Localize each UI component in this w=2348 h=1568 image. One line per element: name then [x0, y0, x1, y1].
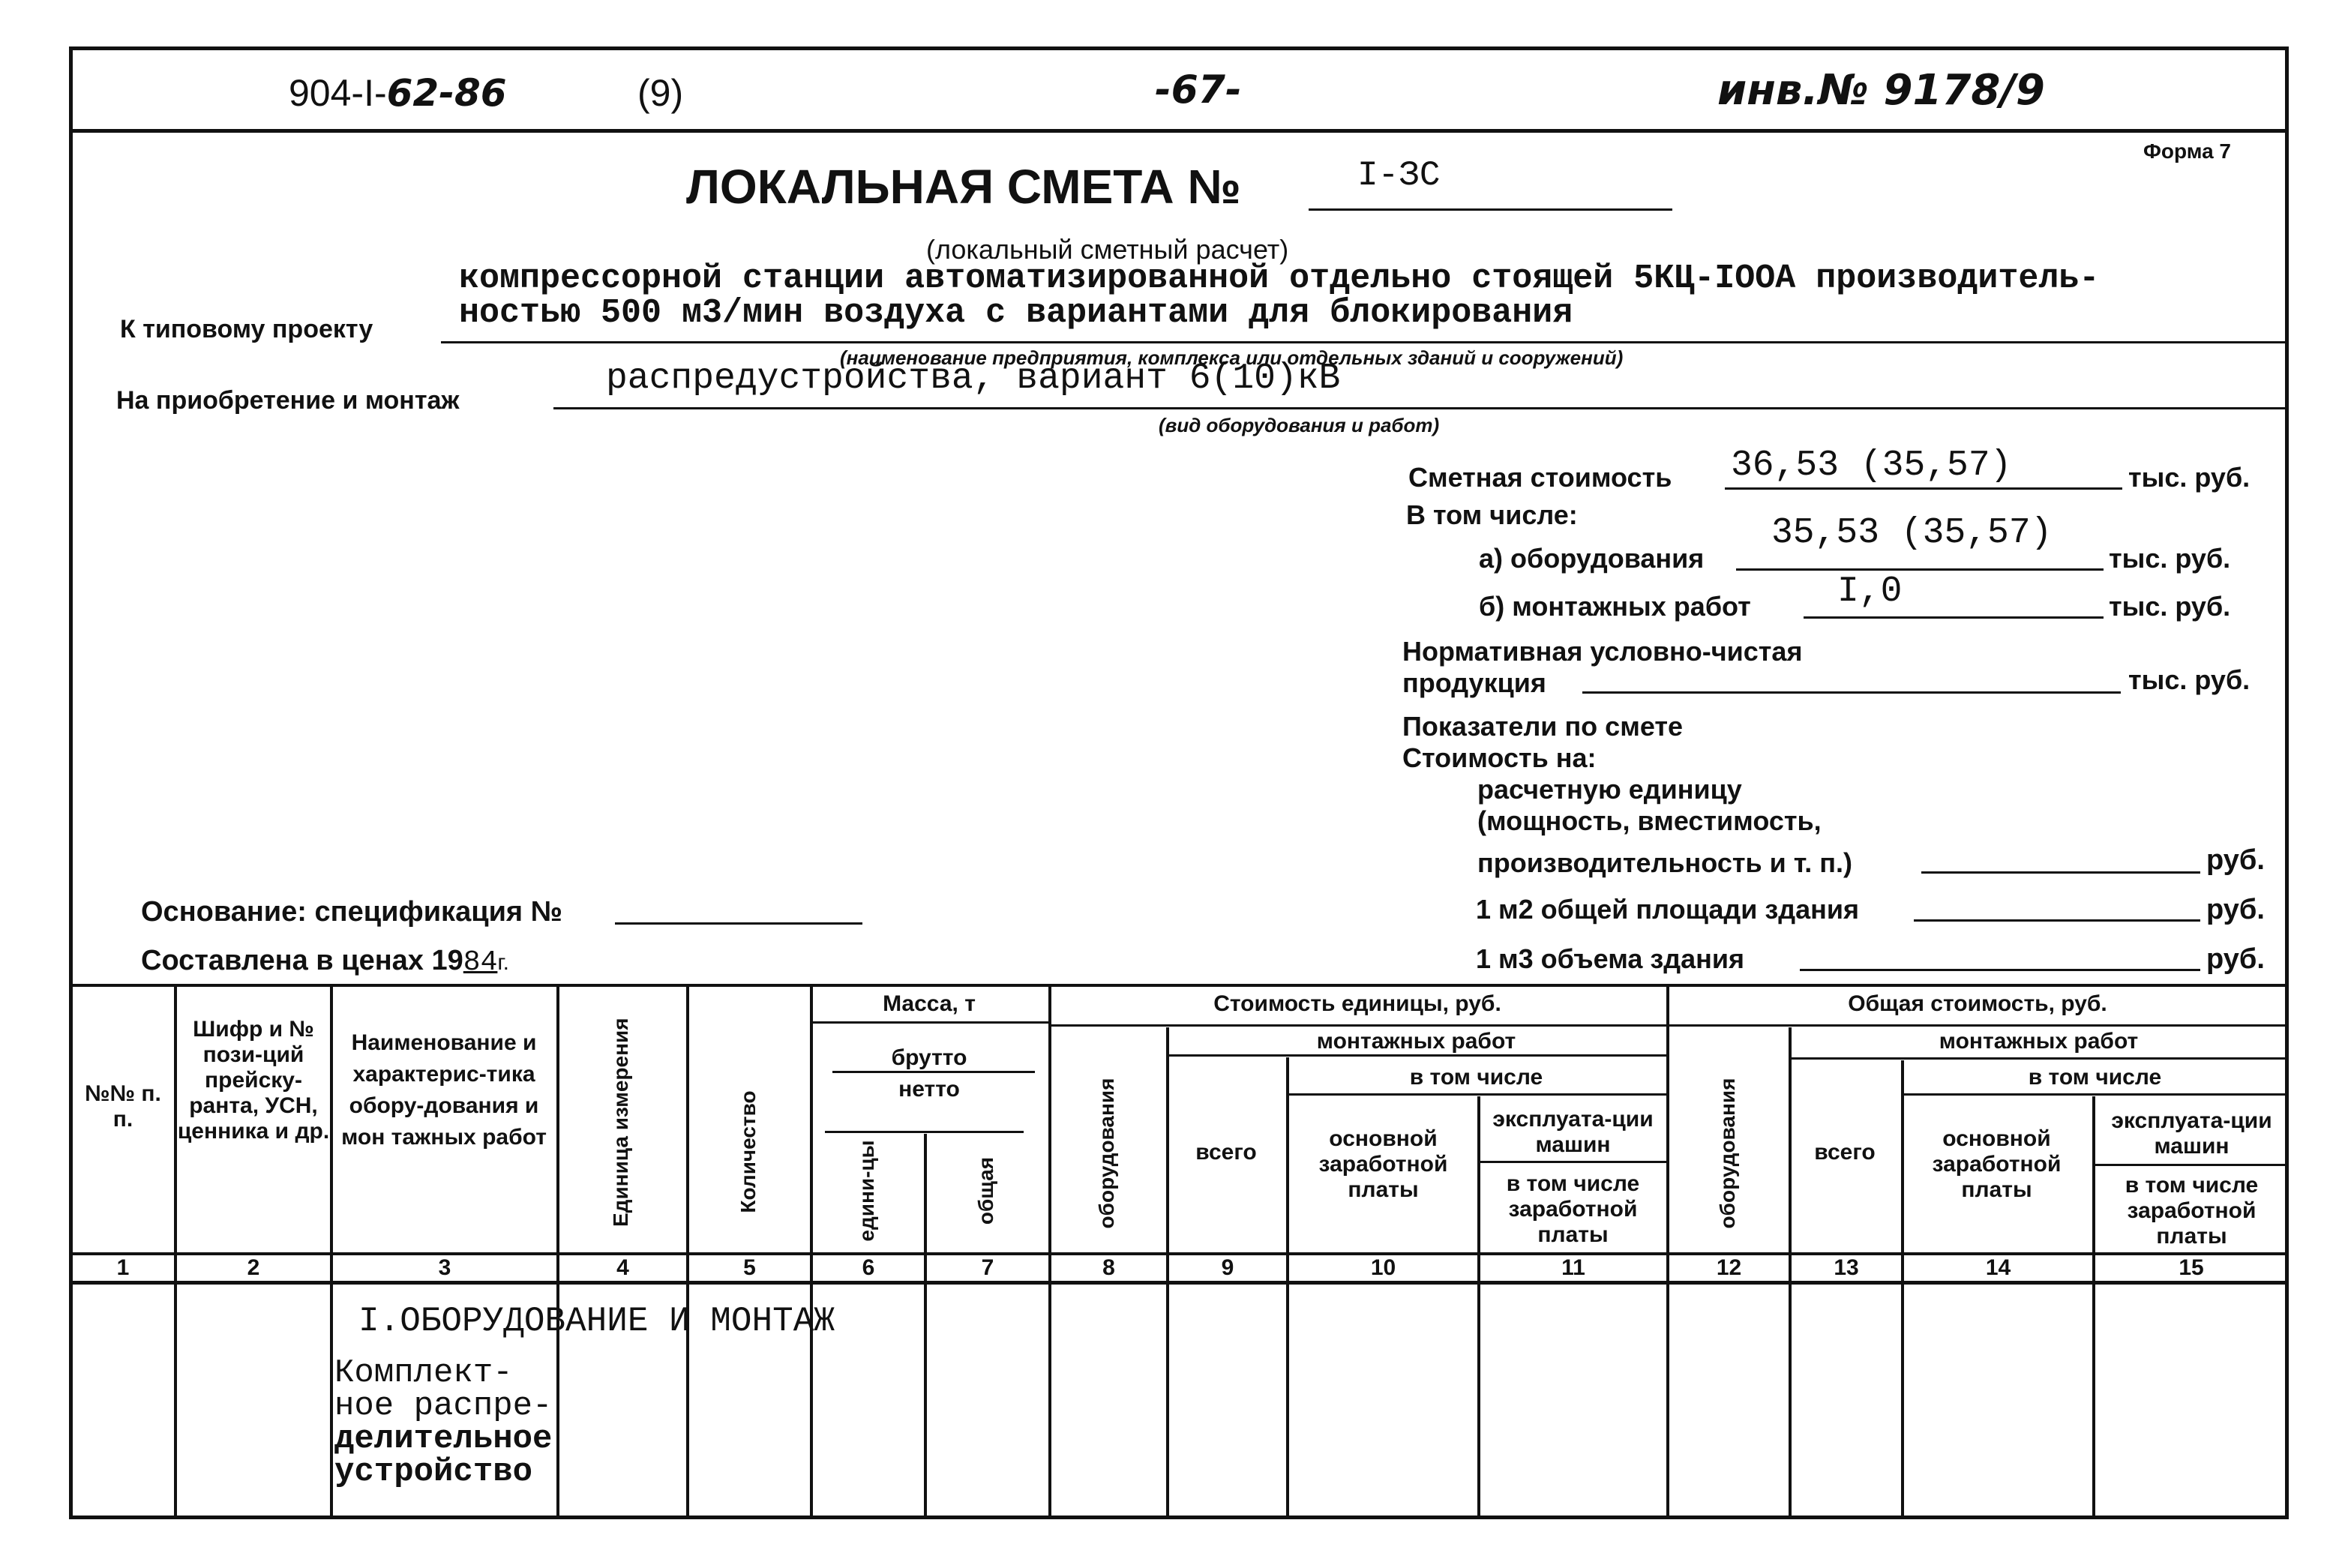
- page-title: ЛОКАЛЬНАЯ СМЕТА №: [686, 160, 1241, 214]
- col-sep-14: [2092, 1096, 2095, 1518]
- project-label: К типовому проекту: [120, 315, 373, 343]
- header-base-wage: основной заработной платы: [1318, 1126, 1448, 1202]
- mass-sub-line: [810, 1021, 1048, 1024]
- estimated-cost-label: Сметная стоимость: [1408, 462, 1672, 493]
- header-total-mass: общая: [974, 1156, 997, 1225]
- col-sep-2: [330, 984, 333, 1518]
- indicators-label: Показатели по смете: [1402, 711, 1684, 742]
- col-number-6: 6: [862, 1255, 875, 1280]
- col-sep-13: [1901, 1060, 1904, 1518]
- estimated-cost-line: [1725, 487, 2122, 490]
- header-unit-cost: Стоимость единицы, руб.: [1213, 991, 1501, 1016]
- header-total-cost: Общая стоимость, руб.: [1848, 991, 2107, 1016]
- including-sub-line: [1286, 1093, 1666, 1096]
- top-bar-divider: [69, 129, 2289, 133]
- section-title: I.ОБОРУДОВАНИЕ И МОНТАЖ: [358, 1302, 835, 1341]
- header-including-2: в том числе: [2028, 1065, 2162, 1090]
- header-unit-mass: едини-цы: [855, 1140, 878, 1242]
- col-sep-6: [924, 1134, 927, 1518]
- basis-spec-line: [615, 922, 862, 925]
- table-top-line: [69, 984, 2289, 987]
- area-cost-label: 1 м2 общей площади здания: [1476, 894, 1860, 925]
- project-description-line-2: ностью 500 м3/мин воздуха с вариантами для блокирования: [459, 294, 1573, 332]
- col-sep-4: [686, 984, 689, 1518]
- acquisition-label: На приобретение и монтаж: [116, 386, 460, 415]
- area-cost-rub: руб.: [2206, 894, 2265, 925]
- machines2-sub-line: [2092, 1164, 2289, 1166]
- col-sep-10: [1477, 1096, 1480, 1518]
- header-quantity: Количество: [736, 1090, 760, 1213]
- col-number-2: 2: [247, 1255, 260, 1280]
- header-machines-wage: в том числе заработной платы: [1506, 1171, 1640, 1247]
- col-sep-3: [556, 984, 559, 1518]
- machines-sub-line: [1477, 1161, 1666, 1163]
- basis-spec-label: Основание: спецификация №: [141, 896, 563, 928]
- col-sep-9: [1286, 1057, 1289, 1518]
- col-number-12: 12: [1716, 1255, 1742, 1280]
- table-number-row-line: [69, 1281, 2289, 1285]
- col-number-9: 9: [1221, 1255, 1234, 1280]
- unit-cost-sub-line: [1048, 1024, 1666, 1027]
- header-total-2: всего: [1814, 1140, 1876, 1165]
- including-label: В том числе:: [1406, 499, 1578, 530]
- unit-cost-rub: руб.: [2206, 844, 2265, 876]
- including2-sub-line: [1901, 1093, 2289, 1096]
- col-number-1: 1: [116, 1255, 130, 1280]
- header-machines: эксплуата-ции машин: [1492, 1107, 1654, 1157]
- header-unit: Единица измерения: [609, 1018, 632, 1227]
- cost-on-label: Стоимость на:: [1402, 742, 1597, 773]
- total-cost-sub-line: [1666, 1024, 2289, 1027]
- unit-cost-fill-line: [1921, 871, 2200, 874]
- volume-cost-line: [1800, 969, 2200, 971]
- header-row-number: №№ п. п.: [85, 1081, 161, 1132]
- installation-cost-unit: тыс. руб.: [2109, 591, 2231, 622]
- unit-cost-line-3: производительность и т. п.): [1477, 847, 1852, 878]
- header-equipment: оборудования: [1095, 1078, 1118, 1229]
- header-install-2: монтажных работ: [1939, 1029, 2139, 1054]
- item-name-line-3: делительное: [334, 1420, 553, 1458]
- unit-cost-line-1: расчетную единицу: [1477, 774, 1742, 805]
- installation-cost-line: [1804, 616, 2104, 619]
- col-number-4: 4: [616, 1255, 629, 1280]
- area-cost-line: [1914, 919, 2200, 922]
- col-sep-7: [1048, 984, 1051, 1518]
- estimate-number: I-ЗС: [1357, 156, 1441, 195]
- equipment-cost-value: 35,53 (35,57): [1771, 513, 2053, 553]
- header-equipment-2: оборудования: [1716, 1078, 1739, 1229]
- equipment-cost-unit: тыс. руб.: [2109, 543, 2231, 574]
- title-subtitle: (локальный сметный расчет): [926, 234, 1289, 265]
- installation-cost-label: б) монтажных работ: [1479, 591, 1751, 622]
- header-install: монтажных работ: [1316, 1029, 1516, 1054]
- netto-line: [825, 1131, 1024, 1133]
- unit-cost-line-2: (мощность, вместимость,: [1477, 805, 1822, 836]
- form-label: Форма 7: [2143, 139, 2232, 163]
- header-mass: Масса, т: [883, 991, 976, 1016]
- volume-cost-label: 1 м3 объема здания: [1476, 943, 1745, 974]
- header-brutto: брутто: [891, 1045, 967, 1070]
- col-number-10: 10: [1370, 1255, 1396, 1280]
- col-number-5: 5: [743, 1255, 756, 1280]
- col-number-14: 14: [1985, 1255, 2011, 1280]
- inventory-number: инв.№ 9178/9: [1717, 66, 2045, 115]
- col-number-11: 11: [1561, 1255, 1585, 1280]
- install2-sub-line: [1789, 1057, 2289, 1060]
- header-code: Шифр и № пози-ций прейску-ранта, УСН, ценника и др.: [177, 1017, 330, 1144]
- col-number-8: 8: [1102, 1255, 1115, 1280]
- header-machines-2: эксплуата-ции машин: [2111, 1108, 2272, 1159]
- project-code: 904-I-62-86: [289, 71, 507, 115]
- item-name-line-1: Комплект-: [334, 1354, 513, 1392]
- header-total: всего: [1195, 1140, 1257, 1165]
- header-base-wage-2: основной заработной платы: [1932, 1126, 2062, 1202]
- header-name: Наименование и характерис-тика обору-дования и мон тажных работ: [341, 1030, 547, 1150]
- normative-line: [1582, 691, 2121, 694]
- basis-prices-label: Составлена в ценах 1984г.: [141, 945, 509, 979]
- col-sep-11: [1666, 984, 1669, 1518]
- estimate-number-line: [1309, 208, 1672, 211]
- installation-cost-value: I,0: [1837, 571, 1903, 612]
- col-number-7: 7: [981, 1255, 994, 1280]
- acquisition-caption: (вид оборудования и работ): [1159, 414, 1440, 436]
- normative-unit: тыс. руб.: [2128, 664, 2251, 695]
- estimated-cost-unit: тыс. руб.: [2128, 462, 2251, 493]
- brutto-line: [832, 1071, 1035, 1073]
- header-including: в том числе: [1409, 1065, 1543, 1090]
- volume-cost-rub: руб.: [2206, 943, 2265, 975]
- acquisition-value: распредустройства, вариант 6(10)кВ: [606, 358, 1341, 399]
- item-name-line-2: ное распре-: [334, 1387, 553, 1425]
- normative-label-2: продукция: [1402, 667, 1546, 698]
- col-number-15: 15: [2179, 1255, 2204, 1280]
- normative-label-1: Нормативная условно-чистая: [1402, 636, 1803, 667]
- col-number-13: 13: [1834, 1255, 1859, 1280]
- estimated-cost-value: 36,53 (35,57): [1731, 445, 2012, 486]
- project-line: [441, 341, 2286, 343]
- project-caption: (наименование предприятия, комплекса или отдельных зданий и сооружений): [840, 346, 1624, 369]
- header-machines-wage-2: в том числе заработной платы: [2125, 1173, 2259, 1249]
- acquisition-line: [553, 407, 2286, 409]
- install-sub-line: [1166, 1054, 1666, 1057]
- sheet-number: (9): [637, 72, 684, 114]
- equipment-cost-label: а) оборудования: [1479, 543, 1705, 574]
- equipment-cost-line: [1736, 568, 2104, 571]
- project-description-line-1: компрессорной станции автоматизированной отдельно стоящей 5КЦ-IOOA производитель-: [459, 259, 2100, 298]
- item-name-line-4: устройство: [334, 1453, 533, 1491]
- header-netto: нетто: [898, 1077, 960, 1102]
- page-number: -67-: [1155, 67, 1242, 112]
- col-number-3: 3: [438, 1255, 451, 1280]
